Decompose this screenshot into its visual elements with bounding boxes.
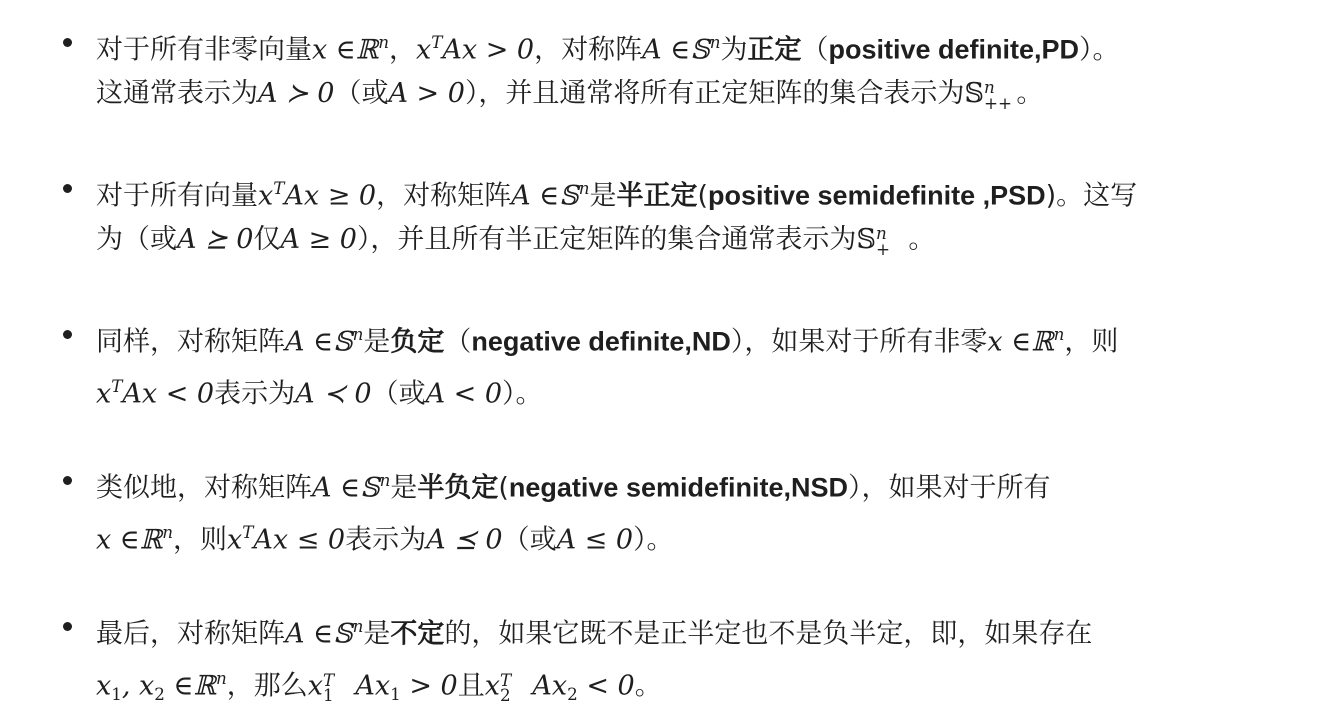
math-superscript: n [379,470,391,490]
text: 是 [363,618,391,650]
line-1 [96,460,1316,512]
text: 仅 [253,224,281,255]
math-superscript: n [1053,324,1065,344]
text: 。 [908,224,936,255]
math: x [96,378,112,410]
text: （或 [371,378,426,410]
list-item-positive-semidefinite [96,168,1316,272]
math: x [307,670,323,702]
english-term: negative semidefinite,NSD [508,472,849,503]
math: x [416,34,432,66]
math: A ≤ 0 [556,524,634,556]
math-subscript: 2 [567,684,578,705]
english-term: positive definite,PD [828,34,1080,65]
math-superscript: T [322,669,335,690]
bold-term: 负定 [390,326,445,358]
line-2 [96,74,1316,126]
math: Ax ≤ 0 [253,524,346,556]
text: ），并且通常将所有正定矩阵的集合表示为 [464,78,965,109]
math: , x [121,670,155,702]
text: 是 [390,472,418,504]
line-2 [96,366,1316,418]
text: ），如果对于所有非零 [730,326,988,358]
math-superscript: n [162,522,174,542]
math-superscript: T [242,522,254,542]
math-superscript: T [431,32,443,52]
text: ( [697,180,709,212]
math-supsub [499,667,532,705]
math: x [484,670,500,702]
text: ，则 [173,524,228,556]
text: 是 [589,180,617,212]
math: A ∈𝕊 [312,472,380,504]
text: ( [498,472,509,504]
math: 𝕊 [856,224,876,255]
math: x [258,180,274,212]
math-supsub [983,75,1016,113]
english-term: negative definite,ND [471,326,731,357]
math: A ⪰ 0 [177,224,254,255]
math: < 0 [577,670,635,702]
text: ），如果对于所有 [848,472,1051,504]
line-2 [96,658,1316,710]
text: )。这写 [1045,180,1138,212]
text: 是 [363,326,391,358]
text: 这通常表示为 [96,78,258,109]
text: ）。 [633,524,674,556]
text: 。 [634,670,662,702]
math: A > 0 [388,78,465,109]
line-2 [96,220,1316,272]
math: Ax < 0 [122,378,215,410]
bold-term: 正定 [747,34,802,66]
math: ∈ℝ [164,670,216,702]
text: 表示为 [345,524,427,556]
math-subscript: 2 [499,684,511,705]
math-subscript: 1 [390,684,401,705]
text: ，那么 [226,670,308,702]
math-superscript: n [875,223,887,244]
math-subscript: 2 [154,684,165,705]
text: ，对称阵 [534,34,643,66]
text: （或 [502,524,557,556]
text: （ [444,326,472,358]
math: A ∈𝕊 [285,618,353,650]
list-item-negative-definite [96,314,1316,418]
text: ，对称矩阵 [376,180,512,212]
text: 同样，对称矩阵 [96,326,285,358]
math: Ax > 0 [442,34,535,66]
math: A ⪯ 0 [426,524,503,556]
text: 表示为 [214,378,296,410]
math-superscript: n [215,668,227,688]
math: 𝕊 [964,78,984,109]
text: （或 [334,78,389,109]
math-subscript: ++ [983,92,1012,113]
text: 为（或 [96,224,177,255]
line-1 [96,168,1316,220]
math-superscript: T [273,178,285,198]
math: A ∈𝕊 [285,326,353,358]
bold-term: 不定 [390,618,445,650]
text: 对于所有非零向量 [96,34,312,66]
text: （ [801,34,829,66]
math: Ax ≥ 0 [284,180,377,212]
text: ）。 [1079,34,1120,66]
math: A ∈𝕊 [642,34,710,66]
math: A < 0 [425,378,503,410]
line-2 [96,512,1316,564]
math-superscript: n [709,32,721,52]
line-1 [96,606,1316,658]
text: ）。 [502,378,543,410]
text: 。 [1016,78,1044,109]
math-subscript: + [875,238,890,259]
text: 的，如果它既不是正半定也不是负半定，即，如果存在 [444,618,1093,650]
list-item-positive-definite [96,22,1316,126]
bold-term: 半负定 [417,472,499,504]
math-superscript: T [111,376,123,396]
math-superscript: n [352,324,364,344]
math: x [96,670,112,702]
list-item-negative-semidefinite [96,460,1316,564]
text: 为 [720,34,748,66]
text: 对于所有向量 [96,180,258,212]
text: 类似地，对称矩阵 [96,472,312,504]
math: > 0 [400,670,458,702]
math: A ≻ 0 [258,78,335,109]
math: Ax [355,670,391,702]
line-1 [96,314,1316,366]
text: ，则 [1064,326,1119,358]
math: Ax [532,670,568,702]
english-term: positive semidefinite ,PSD [708,180,1046,211]
math-subscript: 1 [322,684,334,705]
line-1 [96,22,1316,74]
text: 且 [457,670,485,702]
list-item-indefinite [96,606,1316,710]
bold-term: 半正定 [616,180,698,212]
math-superscript: n [578,178,590,198]
math: x ∈ℝ [96,524,163,556]
math-superscript: n [352,616,364,636]
math-supsub [322,667,355,705]
math-superscript: T [499,669,512,690]
math-superscript: n [983,77,995,98]
math: A ≺ 0 [295,378,372,410]
text: ），并且所有半正定矩阵的集合通常表示为 [356,224,857,255]
math: x ∈ℝ [987,326,1054,358]
math: A ≥ 0 [280,224,357,255]
math-superscript: n [378,32,390,52]
text: 最后，对称矩阵 [96,618,285,650]
math: A ∈𝕊 [511,180,579,212]
math: x [227,524,243,556]
math-subscript: 1 [111,684,122,705]
math: x ∈ℝ [312,34,379,66]
math-supsub [875,221,908,259]
text: ， [389,34,417,66]
